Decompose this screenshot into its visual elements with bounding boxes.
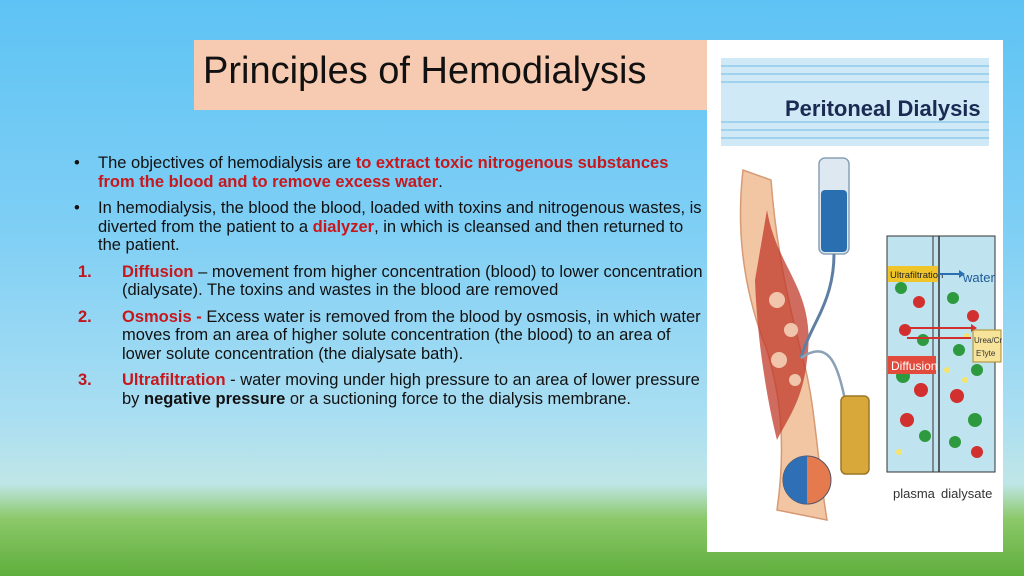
diffusion-label: Diffusion bbox=[891, 359, 938, 373]
numbered-item bbox=[74, 263, 704, 300]
dialysate-label: dialysate bbox=[941, 486, 993, 501]
slide-title: Principles of Hemodialysis bbox=[203, 50, 647, 92]
item-term: Ultrafiltration bbox=[122, 371, 226, 389]
slide-content bbox=[74, 154, 704, 416]
urea-label: Urea/Cr bbox=[974, 336, 1003, 345]
ultrafiltration-label: Ultrafiltration bbox=[890, 270, 944, 281]
figure-title: Peritoneal Dialysis bbox=[785, 96, 981, 121]
item-term: Diffusion bbox=[122, 262, 194, 281]
electrolyte-label: E'lyte bbox=[976, 349, 996, 358]
bullet-text: The objectives of hemodialysis are bbox=[98, 154, 356, 172]
inflow-tube bbox=[801, 254, 834, 358]
figure-illustration bbox=[707, 40, 1003, 552]
bullet-item bbox=[74, 154, 704, 191]
item-term: Osmosis - bbox=[122, 307, 202, 326]
peritoneal-dialysis-figure bbox=[707, 40, 1003, 552]
item-number: 1. bbox=[78, 262, 92, 281]
title-box bbox=[194, 40, 710, 110]
item-text-end: or a suctioning force to the dialysis membrane. bbox=[285, 389, 632, 408]
item-bold: negative pressure bbox=[144, 389, 286, 408]
item-text: - water moving under high pressure to an area of lower pressure by bbox=[122, 371, 700, 408]
item-number: 2. bbox=[78, 307, 92, 326]
numbered-item bbox=[74, 308, 704, 364]
item-number: 3. bbox=[78, 371, 92, 389]
bullet-text-end: . bbox=[438, 172, 443, 191]
drainage-bag bbox=[841, 396, 869, 474]
water-label: water bbox=[963, 270, 995, 285]
item-text: – movement from higher concentration (blood) to lower concentration (dialysate). The toxins and wastes in the blood are removed bbox=[122, 262, 703, 299]
bullet-item bbox=[74, 199, 704, 255]
bullet-marker: • bbox=[74, 154, 80, 172]
bullet-marker: • bbox=[74, 199, 80, 217]
dialysate-fluid bbox=[821, 190, 847, 252]
bullet-text-end: , in which is cleansed and then returned to the patient. bbox=[98, 217, 684, 254]
item-text: Excess water is removed from the blood by osmosis, in which water moves from an area of higher solute concentration (the blood) to an area of lower solute concentration (the dialysate bath). bbox=[122, 307, 701, 363]
bullet-text: In hemodialysis, the blood the blood, loaded with toxins and nitrogenous wastes, is diverted from the patient to a bbox=[98, 199, 702, 236]
plasma-label: plasma bbox=[893, 486, 935, 501]
bullet-highlight: dialyzer bbox=[312, 217, 375, 236]
bullet-highlight: to extract toxic nitrogenous substances from the blood and to remove excess water bbox=[98, 154, 669, 191]
numbered-item bbox=[74, 371, 704, 408]
